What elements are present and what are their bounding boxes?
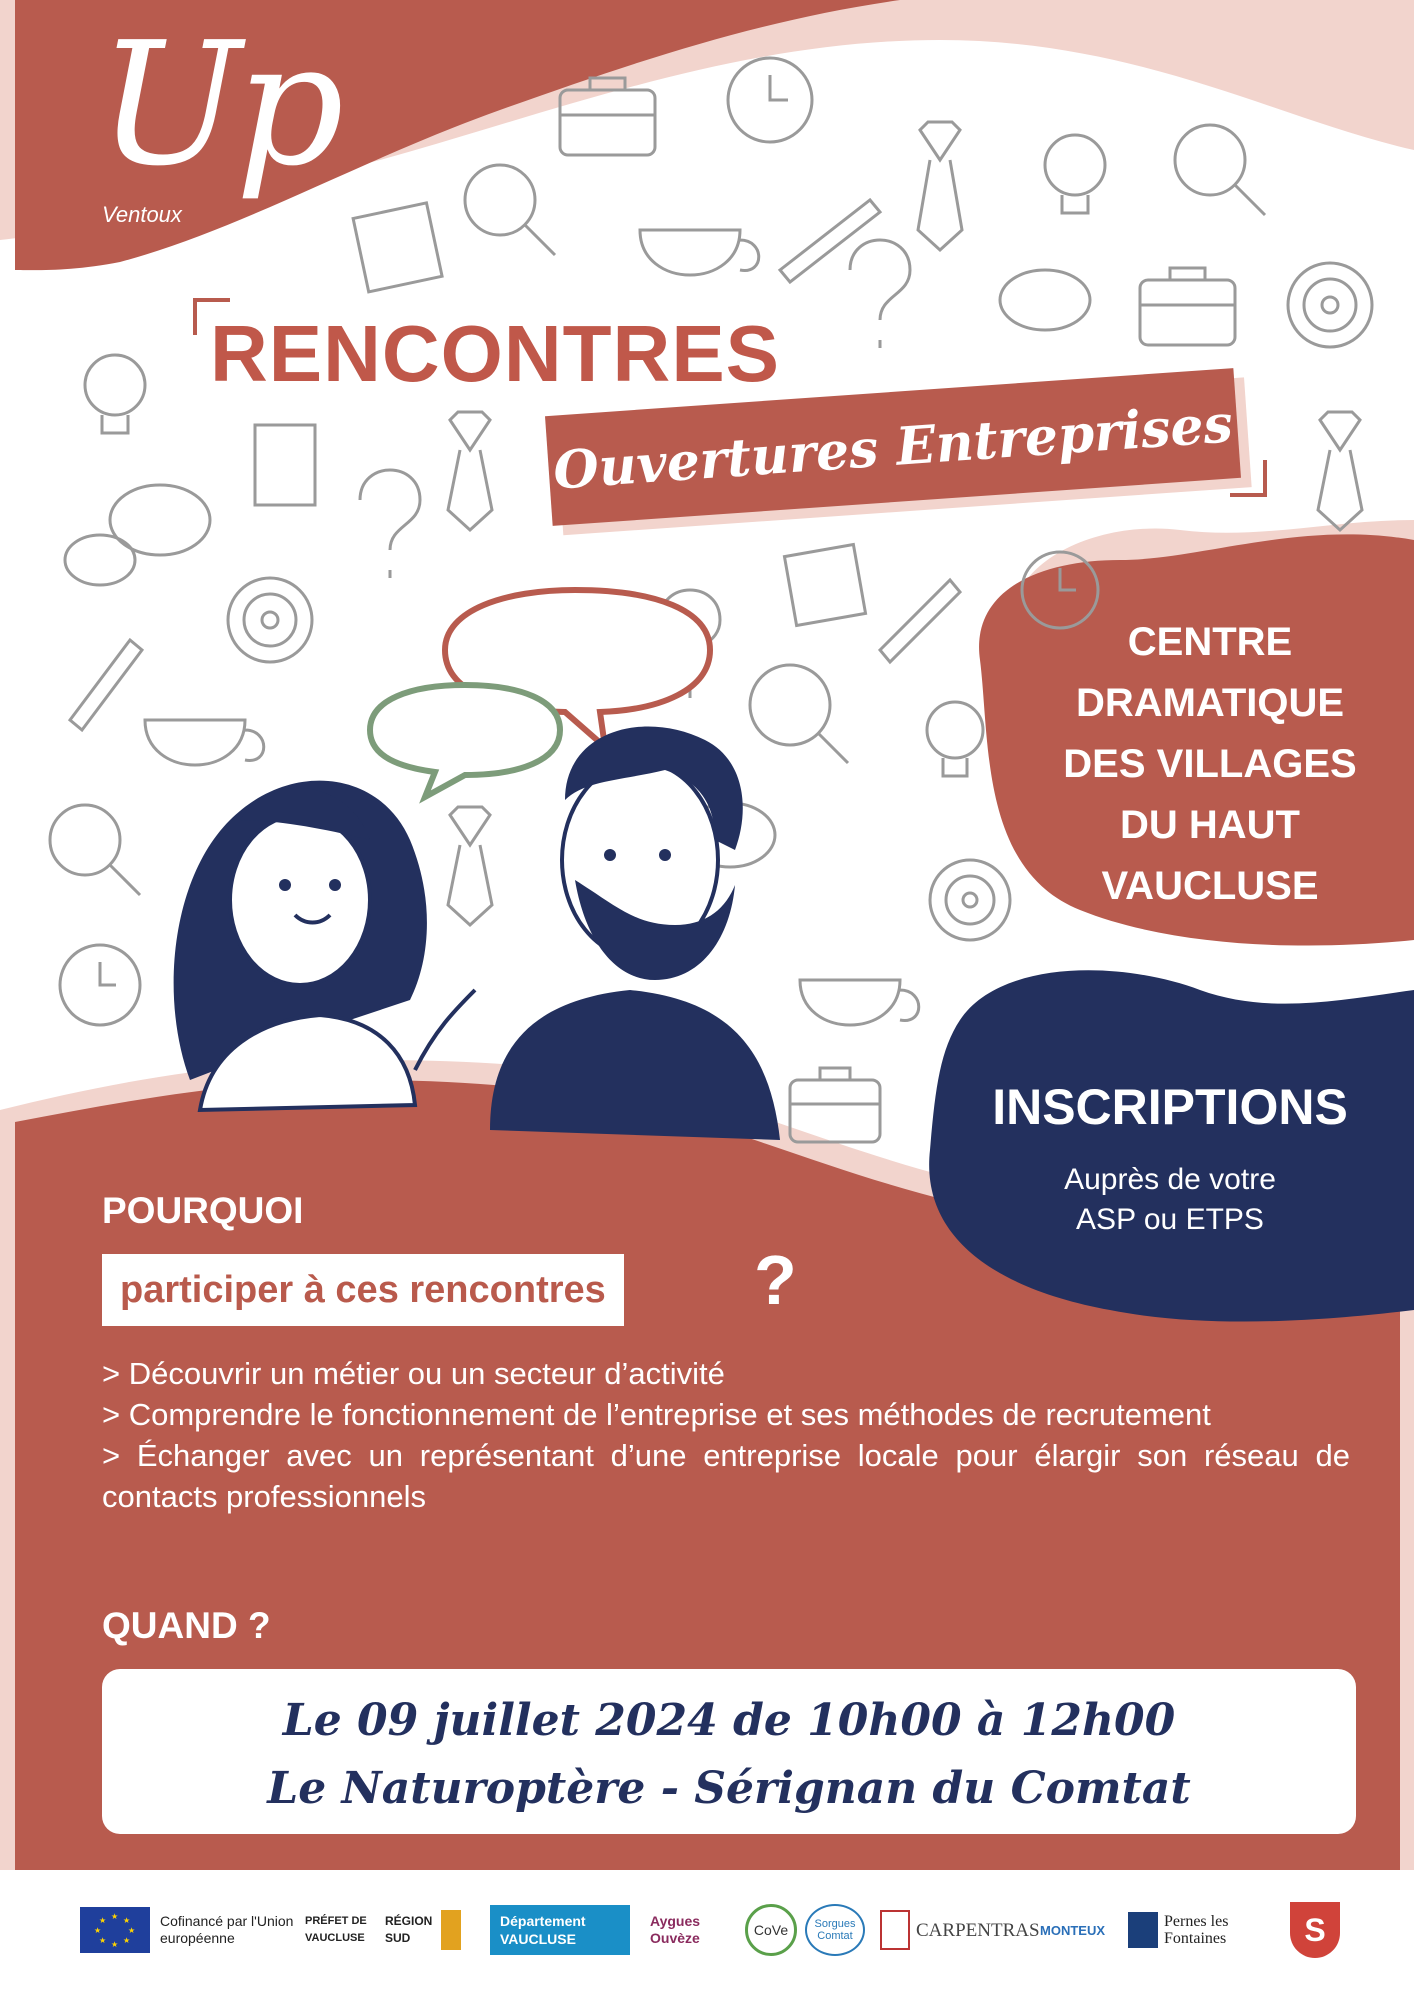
prefet-text: PRÉFET DE VAUCLUSE xyxy=(305,1915,367,1944)
briefcase-icon xyxy=(560,78,655,155)
eu-logo xyxy=(80,1900,300,1960)
when-box xyxy=(102,1669,1356,1834)
prefet-logo xyxy=(305,1900,375,1960)
date-line: Le 09 juillet 2024 de 10h00 à 12h00 xyxy=(282,1695,1176,1746)
clock-icon-3 xyxy=(60,945,140,1025)
briefcase-icon-3 xyxy=(790,1068,880,1142)
pernes-icon xyxy=(1128,1912,1158,1948)
ouveze-logo xyxy=(650,1900,735,1960)
magnifier-icon-3 xyxy=(750,665,848,763)
target-icon-3 xyxy=(930,860,1010,940)
coffee-cup-icon-3 xyxy=(800,980,919,1025)
speech-bubble-green xyxy=(370,685,560,797)
magnifier-icon xyxy=(1175,125,1265,215)
venue-line: DU HAUT xyxy=(1120,803,1300,847)
inscriptions-title: INSCRIPTIONS xyxy=(992,1079,1348,1135)
inscriptions-line-1: Auprès de votre xyxy=(1064,1163,1276,1196)
tie-icon-4 xyxy=(448,807,492,925)
bullet-item: > Découvrir un métier ou un secteur d’activité xyxy=(102,1356,725,1391)
pernes-logo xyxy=(1128,1900,1264,1960)
man-illustration xyxy=(490,727,780,1141)
monteux-logo xyxy=(1040,1900,1105,1960)
why-bullet-list xyxy=(102,1353,1350,1517)
pen-icon-2 xyxy=(880,580,960,662)
departement-logo xyxy=(490,1900,630,1960)
bullet-item: > Échanger avec un représentant d’une entreprise locale pour élargir son réseau de contacts professionnels xyxy=(102,1438,1350,1514)
carpentras-logo xyxy=(880,1900,1040,1960)
magnifier-icon-4 xyxy=(50,805,140,895)
why-highlight-box xyxy=(102,1254,624,1326)
note-icon-2 xyxy=(784,544,865,625)
question-icon xyxy=(850,240,910,348)
why-question-mark: ? xyxy=(754,1241,797,1319)
pen-icon-3 xyxy=(70,640,142,730)
ouveze-text: Aygues Ouvèze xyxy=(650,1913,701,1946)
place-line: Le Naturoptère - Sérignan du Comtat xyxy=(267,1763,1191,1814)
speech-bubble-icon-2 xyxy=(65,485,210,585)
venue-line: CENTRE xyxy=(1127,620,1293,664)
logo-up-text: Up xyxy=(98,6,339,204)
venue-line: DRAMATIQUE xyxy=(1075,681,1345,725)
monteux-text: MONTEUX xyxy=(1040,1922,1105,1938)
building-icon xyxy=(255,425,315,505)
target-icon xyxy=(1288,263,1372,347)
inscriptions-subtitle xyxy=(990,1160,1350,1240)
question-icon-2 xyxy=(360,470,420,578)
carpentras-text: CARPENTRAS xyxy=(916,1919,1040,1941)
briefcase-icon-2 xyxy=(1140,268,1235,345)
venue-line: VAUCLUSE xyxy=(1101,864,1319,908)
departement-text: Département VAUCLUSE xyxy=(490,1905,630,1955)
speech-bubble-icon xyxy=(1000,270,1090,330)
region-logo xyxy=(385,1900,461,1960)
logo-ventoux-text: Ventoux xyxy=(102,202,182,227)
region-flag-icon xyxy=(441,1910,461,1950)
target-icon-2 xyxy=(228,578,312,662)
lightbulb-icon-3 xyxy=(927,702,983,776)
note-icon xyxy=(353,203,442,292)
carpentras-icon xyxy=(880,1910,910,1950)
sorgues-text: Sorgues Comtat xyxy=(805,1904,865,1956)
tie-icon-3 xyxy=(1318,412,1362,530)
lightbulb-icon-2 xyxy=(85,355,145,433)
coffee-cup-icon-2 xyxy=(145,720,264,765)
footer-logos xyxy=(0,1870,1414,2000)
magnifier-icon-2 xyxy=(465,165,555,255)
when-heading: QUAND ? xyxy=(102,1605,271,1646)
why-highlight-text: participer à ces rencontres xyxy=(120,1268,606,1311)
venue-name xyxy=(1060,612,1360,917)
region-text: RÉGION SUD xyxy=(385,1914,433,1945)
inscriptions-line-2: ASP ou ETPS xyxy=(1076,1203,1264,1236)
subtitle-text: Ouvertures Entreprises xyxy=(551,392,1235,502)
shield-logo xyxy=(1290,1900,1340,1960)
inscriptions-blob xyxy=(929,970,1414,1321)
lightbulb-icon xyxy=(1045,135,1105,213)
bullet-item: > Comprendre le fonctionnement de l’entreprise et ses méthodes de recrutement xyxy=(102,1397,1211,1432)
coffee-cup-icon xyxy=(640,230,759,275)
pen-icon xyxy=(780,200,880,282)
page-title: RENCONTRES xyxy=(210,309,781,398)
eu-text: Cofinancé par l'Union européenne xyxy=(160,1913,294,1946)
pernes-text: Pernes les Fontaines xyxy=(1164,1913,1229,1947)
cove-text: CoVe xyxy=(745,1904,797,1956)
clock-icon xyxy=(728,58,812,142)
why-heading: POURQUOI xyxy=(102,1190,304,1231)
woman-illustration xyxy=(174,781,475,1110)
cove-logo xyxy=(745,1900,797,1960)
tie-icon-2 xyxy=(448,412,492,530)
sorgues-logo xyxy=(805,1900,865,1960)
eu-flag-icon: ★ ★ ★ ★ ★ ★ ★ ★ xyxy=(80,1907,150,1953)
shield-icon: S xyxy=(1290,1902,1340,1958)
venue-line: DES VILLAGES xyxy=(1063,742,1357,786)
up-ventoux-logo xyxy=(98,6,339,250)
tie-icon xyxy=(918,122,962,250)
